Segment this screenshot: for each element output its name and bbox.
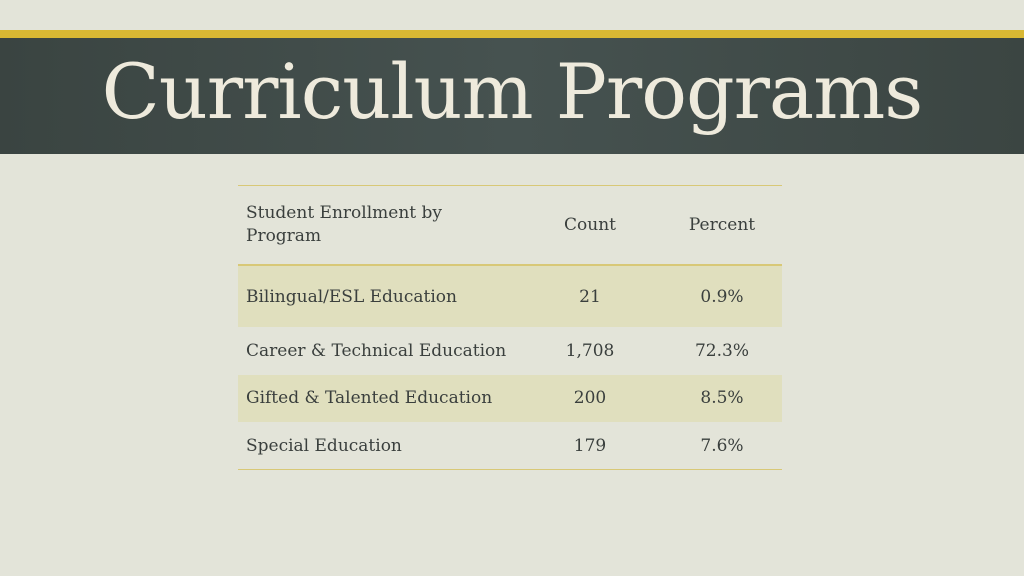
cell-count: 21 [579,286,601,307]
table-row [238,327,782,375]
cell-count: 179 [573,435,607,456]
cell-percent: 8.5% [700,388,744,409]
slide-title: Curriculum Programs [101,47,923,136]
header-count: Count [564,215,616,235]
cell-count: 1,708 [565,340,615,361]
cell-program: Special Education [246,435,402,456]
table-header [238,186,782,266]
header-row [238,186,782,266]
header-program: Student Enrollment by Program [246,203,442,246]
cell-program: Gifted & Talented Education [246,388,493,409]
cell-count: 200 [573,388,607,409]
table-body [238,265,782,470]
enrollment-table [238,185,782,470]
cell-percent: 72.3% [694,340,749,361]
table-row [238,422,782,470]
accent-bar [0,30,1024,38]
header-percent: Percent [688,215,756,235]
table-row [238,375,782,423]
cell-program: Career & Technical Education [246,340,507,361]
cell-program: Bilingual/ESL Education [246,286,457,307]
table-row [238,265,782,327]
enrollment-table-container [238,185,782,470]
cell-percent: 7.6% [700,435,744,456]
cell-percent: 0.9% [700,286,744,307]
